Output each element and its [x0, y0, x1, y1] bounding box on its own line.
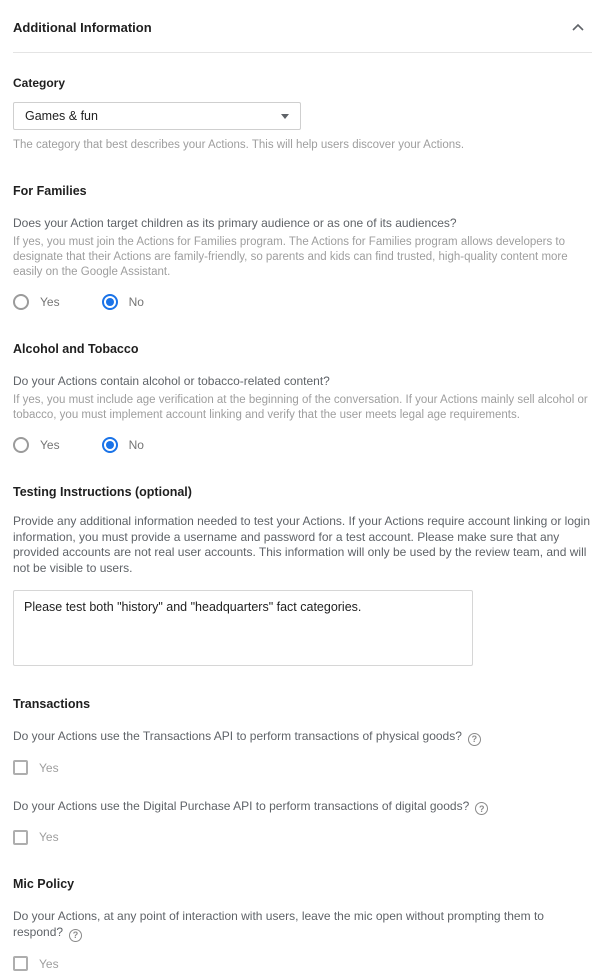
collapse-section-button[interactable] [566, 15, 590, 39]
for-families-helper-text: If yes, you must join the Actions for Families program. The Actions for Families program allows developers to designate that their Actions are family-friendly, so parents and kids can find trusted, high-quality content more easily on the Google Assistant. [13, 236, 568, 278]
transactions-digital-question [13, 798, 592, 816]
category-helper-text: The category that best describes your Actions. This will help users discover your Actions. [13, 139, 465, 151]
caret-down-icon [281, 114, 289, 119]
checkbox-yes-label: Yes [39, 830, 59, 844]
help-icon[interactable]: ? [69, 929, 82, 942]
alcohol-tobacco-radio-no[interactable] [102, 437, 144, 453]
category-label: Category [13, 76, 66, 90]
checkbox-unchecked-icon[interactable] [13, 830, 28, 845]
category-dropdown-value: Games & fun [25, 109, 98, 123]
radio-checked-icon [102, 294, 118, 310]
transactions-heading: Transactions [13, 697, 91, 711]
for-families-question: Does your Action target children as its primary audience or as one of its audiences? [13, 216, 457, 230]
mic-policy-question [13, 908, 578, 942]
radio-no-label: No [128, 438, 144, 452]
checkbox-yes-label: Yes [39, 956, 59, 971]
chevron-up-icon [572, 18, 584, 36]
checkbox-unchecked-icon[interactable] [13, 760, 28, 775]
radio-unchecked-icon [13, 437, 29, 453]
transactions-physical-checkbox-row [13, 759, 592, 777]
mic-policy-checkbox-row [13, 955, 592, 973]
testing-instructions-input[interactable] [13, 590, 473, 666]
question-text: Do your Actions use the Transactions API to perform transactions of physical goods? [13, 729, 462, 743]
for-families-radio-no[interactable] [102, 294, 144, 310]
checkbox-unchecked-icon[interactable] [13, 956, 28, 971]
alcohol-tobacco-radio-group [13, 436, 592, 454]
help-icon[interactable]: ? [468, 733, 481, 746]
question-text: Do your Actions use the Digital Purchase API to perform transactions of digital goods? [13, 798, 470, 813]
page-title: Additional Information [13, 19, 152, 35]
mic-policy-heading: Mic Policy [13, 877, 75, 891]
radio-yes-label: Yes [40, 295, 60, 309]
testing-instructions-heading: Testing Instructions (optional) [13, 485, 192, 499]
question-text: Do your Actions, at any point of interaction with users, leave the mic open without prompting them to respond? [13, 909, 544, 939]
for-families-radio-group [13, 293, 592, 311]
checkbox-yes-label: Yes [39, 760, 59, 775]
for-families-radio-yes[interactable] [13, 294, 60, 310]
alcohol-tobacco-radio-yes[interactable] [13, 437, 60, 453]
testing-instructions-description: Provide any additional information needed to test your Actions. If your Actions require account linking or login information, you must provide a username and password for a test account. Please make sure that any provided accounts are not real user accounts. This information will only be used by the review team, and will not be visible to users. [13, 514, 591, 575]
radio-checked-icon [102, 437, 118, 453]
transactions-digital-checkbox-row [13, 828, 592, 846]
for-families-heading: For Families [13, 184, 87, 198]
section-header [13, 10, 592, 53]
radio-yes-label: Yes [40, 438, 60, 452]
alcohol-tobacco-question: Do your Actions contain alcohol or tobacco-related content? [13, 374, 330, 388]
alcohol-tobacco-helper-text: If yes, you must include age verification at the beginning of the conversation. If your Actions mainly sell alcohol or tobacco, you must implement account linking and verify that the user meets legal age requirements. [13, 394, 588, 421]
radio-no-label: No [128, 295, 144, 309]
alcohol-tobacco-heading: Alcohol and Tobacco [13, 342, 139, 356]
help-icon[interactable]: ? [475, 802, 488, 815]
category-dropdown[interactable] [13, 102, 301, 130]
radio-unchecked-icon [13, 294, 29, 310]
transactions-physical-question [13, 728, 592, 746]
